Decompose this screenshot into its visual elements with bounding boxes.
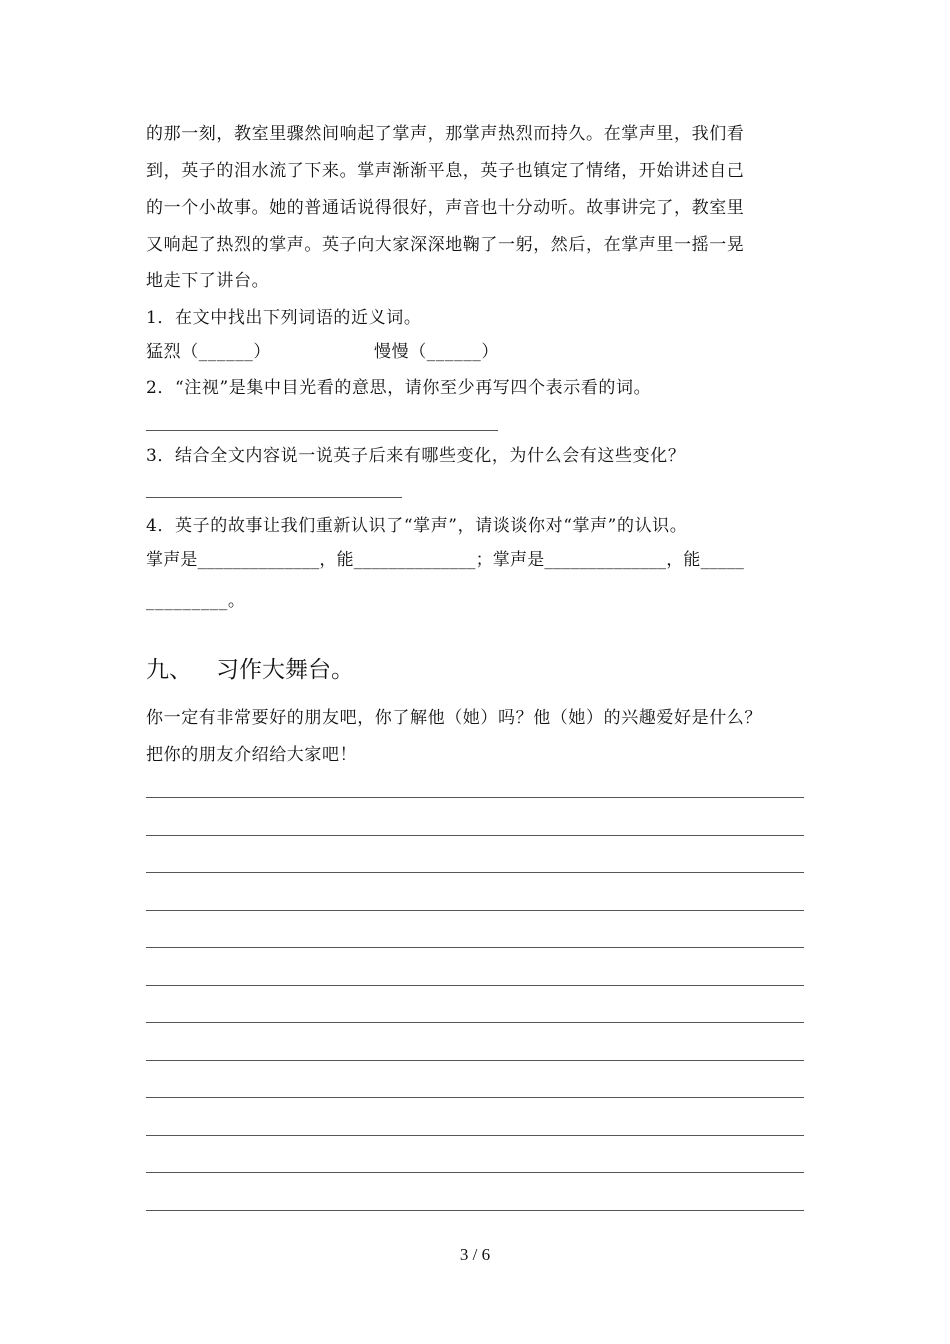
passage-line-3: 的一个小故事。她的普通话说得很好，声音也十分动听。故事讲完了，教室里 (146, 198, 745, 218)
writing-line[interactable] (146, 1172, 804, 1173)
section-9-number: 九、 (146, 657, 192, 683)
page-number: 3 / 6 (459, 1245, 491, 1264)
question-4-fill-line-2[interactable]: _________。 (146, 591, 246, 611)
writing-line[interactable] (146, 872, 804, 873)
question-1-prompt: 1．在文中找出下列词语的近义词。 (146, 308, 422, 328)
passage-line-5: 地走下了讲台。 (146, 271, 270, 291)
question-3-prompt: 3．结合全文内容说一说英子后来有哪些变化，为什么会有这些变化？ (146, 446, 686, 466)
question-3-answer-line[interactable] (146, 497, 402, 498)
section-9-prompt-line-1: 你一定有非常要好的朋友吧，你了解他（她）吗？他（她）的兴趣爱好是什么？ (146, 708, 762, 728)
writing-line[interactable] (146, 1097, 804, 1098)
writing-line[interactable] (146, 1210, 804, 1211)
question-2-prompt: 2．“注视”是集中目光看的意思，请你至少再写四个表示看的词。 (146, 378, 652, 398)
writing-line[interactable] (146, 910, 804, 911)
section-9-heading (146, 655, 354, 685)
question-1-item-2: 慢慢（______） (374, 342, 499, 362)
question-4-prompt: 4．英子的故事让我们重新认识了“掌声”，请谈谈你对“掌声”的认识。 (146, 516, 688, 536)
writing-line[interactable] (146, 1022, 804, 1023)
section-9-prompt-line-2: 把你的朋友介绍给大家吧！ (146, 745, 358, 765)
writing-line[interactable] (146, 947, 804, 948)
writing-line[interactable] (146, 797, 804, 798)
passage-line-2: 到，英子的泪水流了下来。掌声渐渐平息，英子也镇定了情绪，开始讲述自己 (146, 161, 745, 181)
writing-line[interactable] (146, 985, 804, 986)
question-1-item-1: 猛烈（______） (146, 342, 271, 362)
passage-line-4: 又响起了热烈的掌声。英子向大家深深地鞠了一躬，然后，在掌声里一摇一晃 (146, 235, 745, 255)
writing-line[interactable] (146, 835, 804, 836)
question-2-answer-line[interactable] (146, 430, 498, 431)
passage-line-1: 的那一刻，教室里骤然间响起了掌声，那掌声热烈而持久。在掌声里，我们看 (146, 124, 745, 144)
writing-line[interactable] (146, 1060, 804, 1061)
writing-line[interactable] (146, 1135, 804, 1136)
section-9-title: 习作大舞台。 (216, 657, 354, 683)
question-4-fill-line-1[interactable]: 掌声是______________，能______________；掌声是______________，能_____ (146, 550, 745, 570)
